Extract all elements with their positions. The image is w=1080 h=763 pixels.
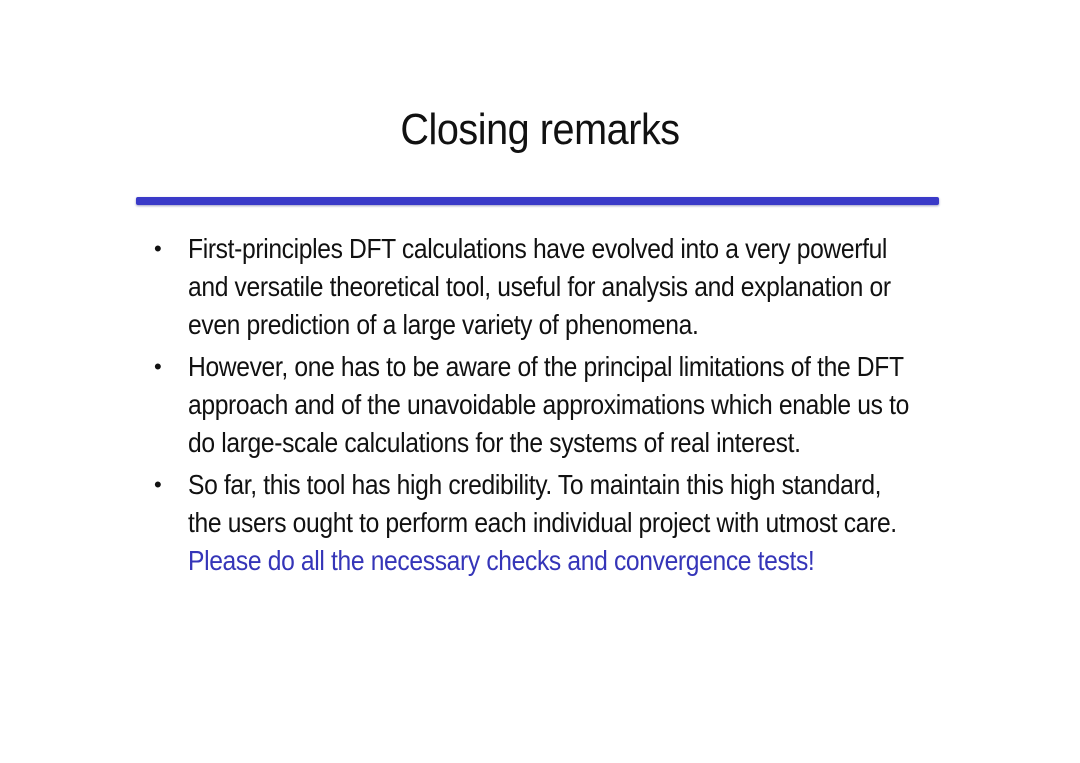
bullet-item-1 xyxy=(150,230,940,344)
bullet-icon: • xyxy=(154,472,162,497)
bullet-text-3-wrapper xyxy=(188,466,914,580)
slide-title: Closing remarks xyxy=(400,105,680,154)
bullet-text-1: First-principles DFT calculations have evolved into a very powerful and versatile theoretical tool, useful for analysis and explanation or even prediction of a large variety of phenomena. xyxy=(188,233,891,340)
bullet-item-2 xyxy=(150,348,940,462)
bullet-text-3: So far, this tool has high credibility. To maintain this high standard, the users ought to perform each individual project with utmost care. xyxy=(188,469,897,538)
bullet-icon: • xyxy=(154,354,162,379)
bullet-icon: • xyxy=(154,236,162,261)
bullet-item-3 xyxy=(150,466,940,580)
bullet-list xyxy=(150,230,940,584)
bullet-highlight: Please do all the necessary checks and convergence tests! xyxy=(188,545,815,576)
title-divider xyxy=(136,197,939,205)
bullet-text-2: However, one has to be aware of the principal limitations of the DFT approach and of the unavoidable approximations which enable us to do large-scale calculations for the systems of real interest. xyxy=(188,351,909,458)
